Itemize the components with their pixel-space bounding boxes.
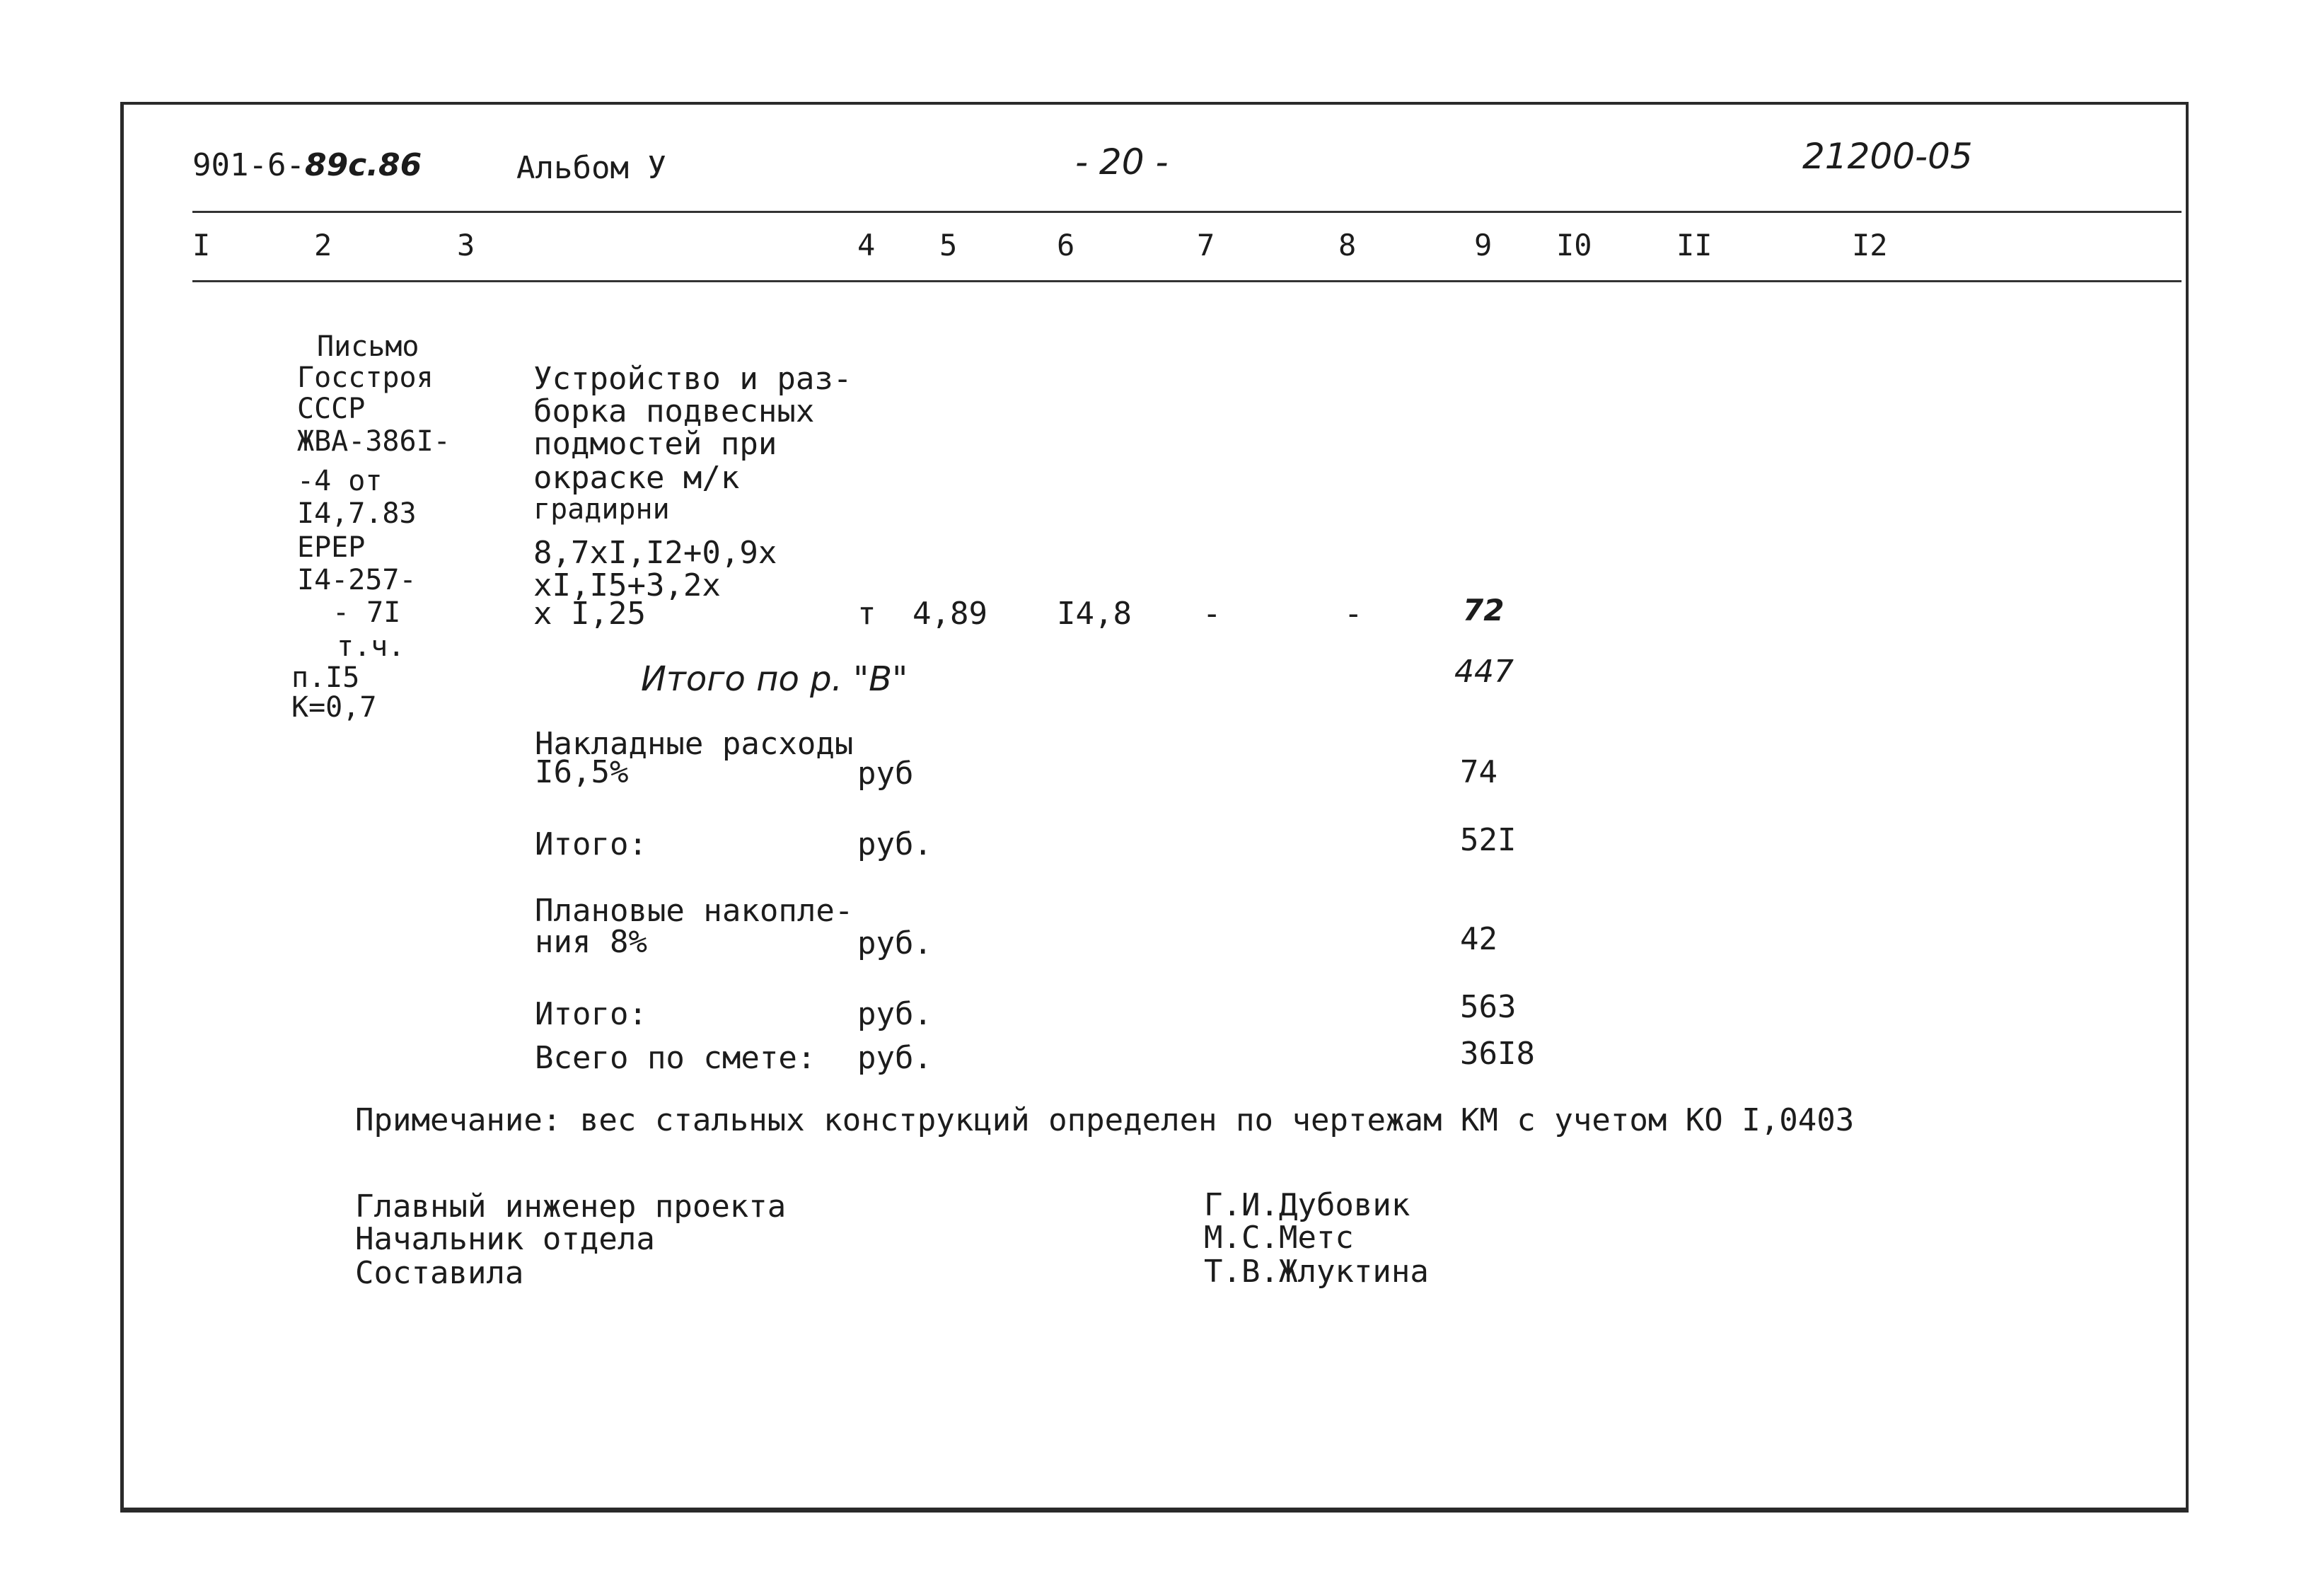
planned-savings-label: Плановые накопле- — [535, 893, 854, 929]
overhead-unit: руб — [857, 756, 914, 792]
justification-line: ЕРЕР — [297, 531, 366, 564]
item-quantity: 4,89 — [912, 596, 987, 632]
planned-savings-label: ния 8% — [535, 924, 647, 960]
planned-savings-unit: руб. — [857, 925, 932, 961]
item-total: 72 — [1463, 593, 1505, 628]
justification-line: Письмо — [317, 330, 419, 363]
planned-savings-value: 42 — [1460, 921, 1497, 957]
item-unit-price: I4,8 — [1057, 596, 1132, 632]
grand-total-label: Всего по смете: — [535, 1040, 816, 1076]
justification-line: I4-257- — [297, 564, 417, 596]
column-number: 5 — [939, 228, 958, 262]
signature-role: Составила — [355, 1255, 524, 1291]
signature-name: Г.И.Дубовик — [1204, 1187, 1410, 1223]
subtotal-value: 52I — [1460, 822, 1517, 858]
column-number: 2 — [314, 228, 332, 262]
overhead-label: Накладные расходы — [535, 726, 854, 762]
subtotal-2-value: 563 — [1460, 989, 1517, 1025]
subtotal-unit: руб. — [857, 826, 932, 862]
page-frame — [120, 102, 2189, 1513]
justification-line: -4 от — [297, 465, 383, 497]
work-description-line: окраске м/к — [533, 460, 740, 496]
justification-line: п.I5 — [291, 661, 360, 694]
work-description-line: градирни — [533, 493, 670, 526]
quantity-formula-line: хI,I5+3,2х — [533, 567, 721, 603]
header-rule-top — [192, 211, 2182, 213]
item-unit: т — [857, 596, 876, 632]
signature-name: М.С.Метс — [1204, 1220, 1354, 1256]
column-number: 8 — [1338, 228, 1357, 262]
document-code: 901-6-89c.86 — [192, 147, 422, 183]
justification-line: К=0,7 — [291, 691, 377, 724]
header-rule-bottom — [192, 280, 2182, 282]
justification-line: I4,7.83 — [297, 497, 417, 530]
signature-name: Т.В.Жлуктина — [1204, 1254, 1429, 1290]
column-number: 9 — [1474, 228, 1493, 262]
subtotal-2-unit: руб. — [857, 996, 932, 1032]
album-label: Альбом У — [516, 150, 666, 186]
grand-total-value: 36I8 — [1460, 1036, 1535, 1072]
justification-line: - 7I — [332, 596, 401, 629]
work-description-line: Устройство и раз- — [533, 361, 852, 397]
grand-total-unit: руб. — [857, 1040, 932, 1076]
signature-role: Начальник отдела — [355, 1221, 655, 1257]
section-total-value: 447 — [1454, 654, 1514, 690]
overhead-value: 74 — [1460, 754, 1497, 790]
justification-line: ЖВА-386I- — [297, 425, 451, 458]
signature-role: Главный инженер проекта — [355, 1189, 787, 1225]
subtotal-2-label: Итого: — [535, 996, 647, 1032]
subtotal-label: Итого: — [535, 826, 647, 862]
column-number: II — [1676, 228, 1713, 262]
column-number: I0 — [1556, 228, 1592, 262]
justification-line: Госстроя — [297, 362, 434, 394]
item-col7: - — [1203, 596, 1222, 632]
quantity-formula-line: 8,7хI,I2+0,9х — [533, 535, 777, 571]
column-number: I2 — [1852, 228, 1888, 262]
document-number: 21200-05 — [1802, 136, 1973, 177]
justification-line: т.ч. — [337, 630, 405, 663]
column-number: 3 — [457, 228, 475, 262]
column-number: 6 — [1057, 228, 1075, 262]
column-number: 7 — [1197, 228, 1215, 262]
note: Примечание: вес стальных конструкций определен по чертежам КМ с учетом КО I,0403 — [355, 1102, 1855, 1138]
column-number: I — [192, 228, 211, 262]
column-number: 4 — [857, 228, 876, 262]
justification-line: СССР — [297, 393, 366, 425]
work-description-line: подмостей при — [533, 426, 777, 462]
quantity-formula-line: х I,25 — [533, 596, 646, 632]
page-number: - 20 - — [1075, 141, 1169, 183]
work-description-line: борка подвесных — [533, 393, 815, 429]
item-col8: - — [1344, 596, 1363, 632]
overhead-label: I6,5% — [535, 754, 629, 790]
section-total-label: Итого по р. "В" — [641, 659, 908, 699]
